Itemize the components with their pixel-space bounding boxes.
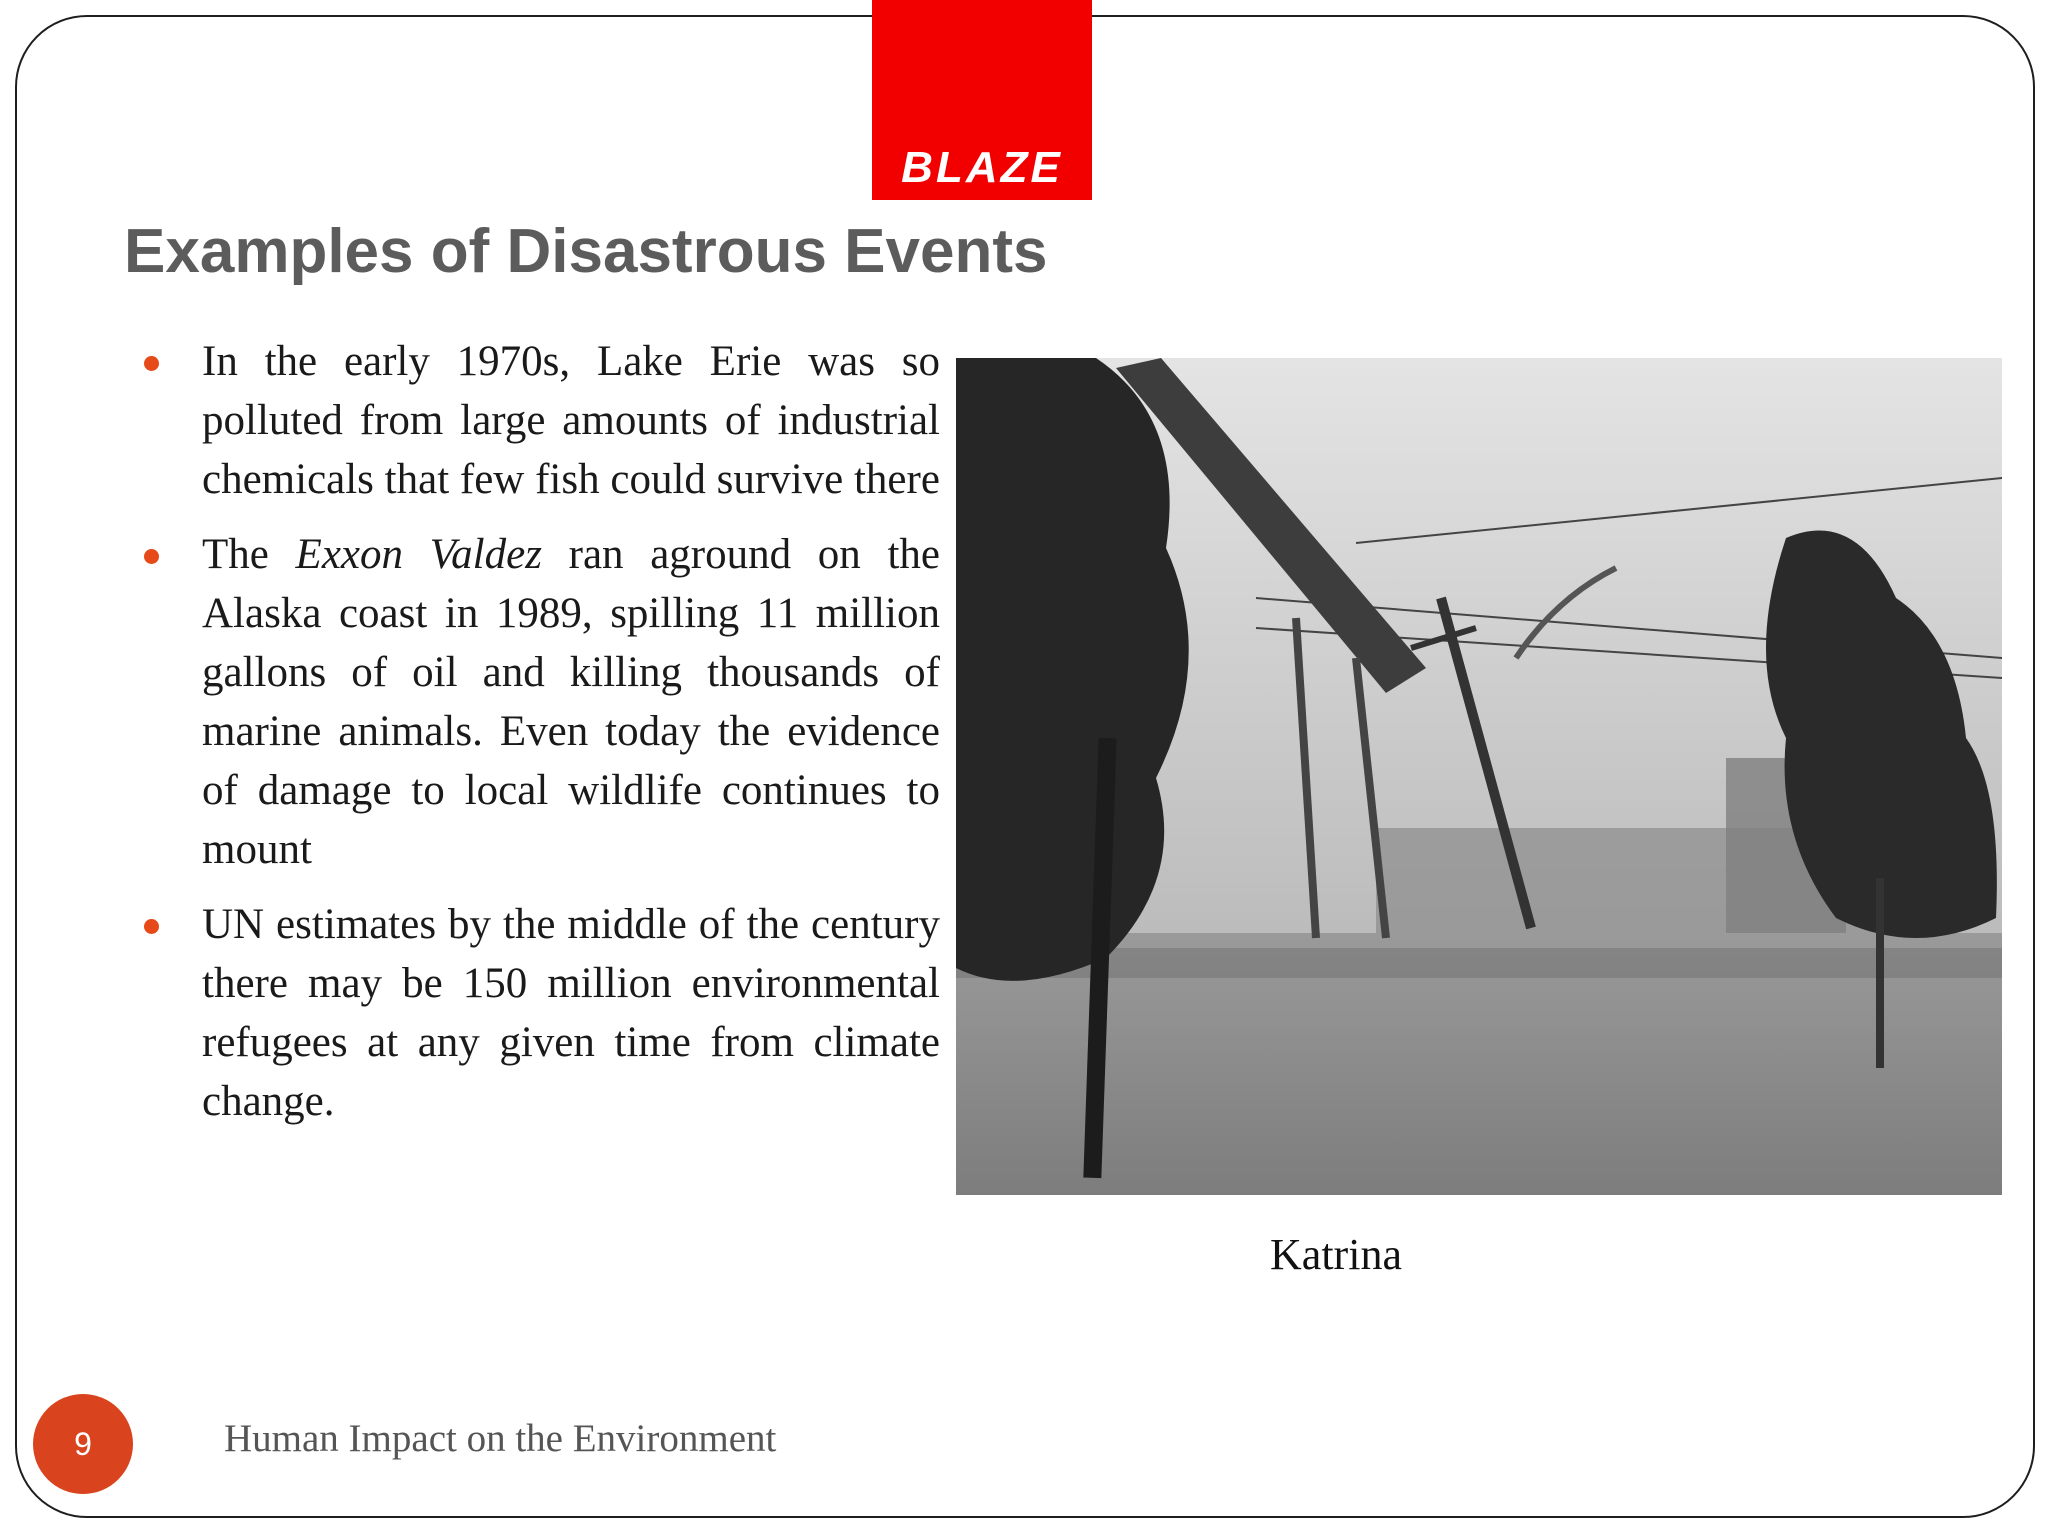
bullet-text-prefix: The (202, 531, 296, 578)
bullet-text-suffix: ran aground on the Alaska coast in 1989, spilling 11 million gallons of oil and killing thousands of marine animals. Even today the evidence of damage to local wildlife continues to mount (202, 531, 941, 873)
bullet-dot-icon (144, 919, 159, 934)
bullet-text-emphasis: Exxon Valdez (295, 531, 542, 578)
photo-caption: Katrina (1270, 1230, 1402, 1279)
brand-logo: BLAZE (901, 143, 1063, 192)
footer-title: Human Impact on the Environment (224, 1417, 777, 1460)
bullet-un-estimates (138, 895, 940, 1131)
bullet-list (138, 332, 940, 1147)
bullet-dot-icon (144, 356, 159, 371)
hurricane-photo (956, 358, 2002, 1195)
bullet-dot-icon (144, 549, 159, 564)
slide-title: Examples of Disastrous Events (124, 217, 1048, 286)
bullet-exxon-valdez (138, 525, 940, 879)
page-number-badge (33, 1394, 133, 1494)
brand-logo-tab (872, 0, 1092, 200)
page-number: 9 (74, 1425, 92, 1462)
bullet-text: UN estimates by the middle of the century there may be 150 million environmental refugees at any given time from climate change. (202, 901, 940, 1125)
bullet-text: In the early 1970s, Lake Erie was so polluted from large amounts of industrial chemicals that few fish could survive there (202, 338, 940, 503)
hurricane-photo-illustration (956, 358, 2002, 1195)
bullet-lake-erie (138, 332, 940, 509)
